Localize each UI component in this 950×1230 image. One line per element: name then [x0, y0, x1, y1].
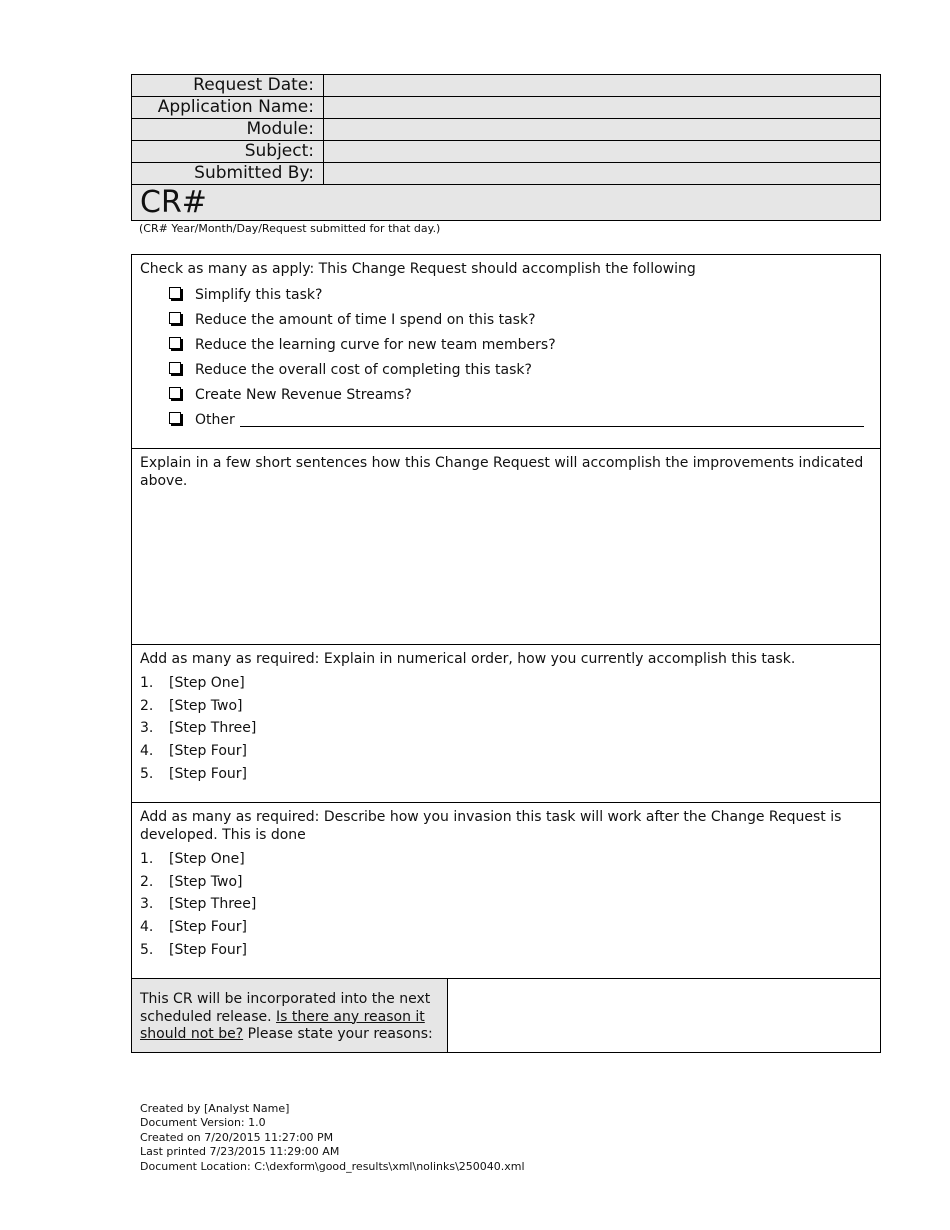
future-process-prompt: Add as many as required: Describe how you invasion this task will work after the Change Request is developed. This is done: [140, 809, 842, 843]
step-text: [Step Four]: [169, 743, 247, 760]
application-name-label: Application Name:: [132, 97, 324, 119]
explanation-prompt: Explain in a few short sentences how this Change Request will accomplish the improvements indicated above.: [140, 455, 864, 489]
checklist-item-other[interactable]: [169, 407, 872, 432]
release-section: [132, 979, 880, 1052]
header-row-cr: [132, 185, 881, 221]
footer-created-on: Created on 7/20/2015 11:27:00 PM: [140, 1130, 334, 1144]
application-name-field[interactable]: [324, 97, 881, 119]
release-reasons-field[interactable]: [448, 979, 880, 1052]
current-steps-list: [140, 672, 872, 785]
submitted-by-field[interactable]: [324, 163, 881, 185]
cr-format-note: (CR# Year/Month/Day/Request submitted for that day.): [139, 222, 441, 235]
request-date-field[interactable]: [324, 75, 881, 97]
list-item[interactable]: [140, 763, 872, 786]
change-request-form: [131, 74, 881, 1053]
checkbox-icon[interactable]: [169, 312, 181, 324]
checklist-item-label: Other: [195, 411, 235, 428]
header-row-submitted-by: [132, 163, 881, 185]
future-process-section: [132, 803, 880, 979]
header-row-module: [132, 119, 881, 141]
list-item[interactable]: [140, 871, 872, 894]
release-reasons-text: Please state your reasons:: [243, 1026, 433, 1042]
checkbox-icon[interactable]: [169, 287, 181, 299]
step-number: 2.: [140, 697, 154, 714]
request-date-label: Request Date:: [132, 75, 324, 97]
module-label: Module:: [132, 119, 324, 141]
step-text: [Step One]: [169, 851, 245, 867]
future-steps-list: [140, 848, 872, 961]
step-number: 4.: [140, 919, 154, 936]
step-text: [Step Two]: [169, 873, 243, 890]
checklist-item-label: Reduce the amount of time I spend on this task?: [195, 311, 536, 328]
checklist-item-reduce-cost[interactable]: [169, 357, 872, 382]
explanation-section[interactable]: [132, 449, 880, 645]
step-text: [Step One]: [169, 675, 245, 691]
document-footer: [140, 1102, 525, 1174]
step-number: 5.: [140, 941, 154, 958]
list-item[interactable]: [140, 672, 872, 695]
step-number: 4.: [140, 743, 154, 760]
step-text: [Step Four]: [169, 941, 247, 958]
header-row-subject: [132, 141, 881, 163]
step-text: [Step Three]: [169, 896, 257, 913]
release-question: [132, 979, 448, 1052]
footer-version: Document Version: 1.0: [140, 1116, 266, 1130]
checklist-item-reduce-time[interactable]: [169, 307, 872, 332]
step-number: 3.: [140, 720, 154, 737]
checklist-item-simplify[interactable]: [169, 282, 872, 307]
step-text: [Step Two]: [169, 697, 243, 714]
checklist-prompt: Check as many as apply: This Change Request should accomplish the following: [140, 261, 696, 277]
request-details-box: [131, 254, 881, 1053]
step-number: 2.: [140, 873, 154, 890]
checkbox-icon[interactable]: [169, 387, 181, 399]
checklist-item-label: Simplify this task?: [195, 286, 323, 303]
checklist-item-revenue[interactable]: [169, 382, 872, 407]
step-text: [Step Four]: [169, 765, 247, 782]
checklist-item-label: Reduce the learning curve for new team members?: [195, 336, 556, 353]
step-number: 5.: [140, 765, 154, 782]
other-text-line[interactable]: [240, 412, 864, 427]
module-field[interactable]: [324, 119, 881, 141]
checkbox-icon[interactable]: [169, 337, 181, 349]
list-item[interactable]: [140, 848, 872, 871]
list-item[interactable]: [140, 717, 872, 740]
checklist-item-label: Create New Revenue Streams?: [195, 386, 412, 403]
footer-last-printed: Last printed 7/23/2015 11:29:00 AM: [140, 1145, 340, 1159]
request-header-table: [131, 74, 881, 221]
footer-created-by: Created by [Analyst Name]: [140, 1102, 290, 1115]
subject-field[interactable]: [324, 141, 881, 163]
step-number: 3.: [140, 896, 154, 913]
list-item[interactable]: [140, 740, 872, 763]
checkbox-icon[interactable]: [169, 412, 181, 424]
list-item[interactable]: [140, 916, 872, 939]
checklist-item-learning-curve[interactable]: [169, 332, 872, 357]
current-process-section: [132, 645, 880, 803]
cr-number-field[interactable]: CR#: [132, 185, 881, 221]
step-number: 1.: [140, 675, 154, 691]
checklist-item-label: Reduce the overall cost of completing this task?: [195, 361, 532, 378]
footer-location: Document Location: C:\dexform\good_results\xml\nolinks\250040.xml: [140, 1159, 525, 1173]
header-row-application-name: [132, 97, 881, 119]
checkbox-icon[interactable]: [169, 362, 181, 374]
improvement-checklist: [140, 282, 872, 432]
release-question-underlined: Is there any reason it should not be?: [140, 1008, 425, 1042]
header-row-request-date: [132, 75, 881, 97]
improvement-checklist-section: [132, 255, 880, 449]
list-item[interactable]: [140, 939, 872, 962]
submitted-by-label: Submitted By:: [132, 163, 324, 185]
step-number: 1.: [140, 851, 154, 867]
list-item[interactable]: [140, 695, 872, 718]
step-text: [Step Three]: [169, 720, 257, 737]
release-text: This CR will be incorporated into the next scheduled release.: [140, 991, 431, 1025]
list-item[interactable]: [140, 893, 872, 916]
step-text: [Step Four]: [169, 919, 247, 936]
current-process-prompt: Add as many as required: Explain in numerical order, how you currently accomplish this task.: [140, 651, 796, 667]
subject-label: Subject:: [132, 141, 324, 163]
